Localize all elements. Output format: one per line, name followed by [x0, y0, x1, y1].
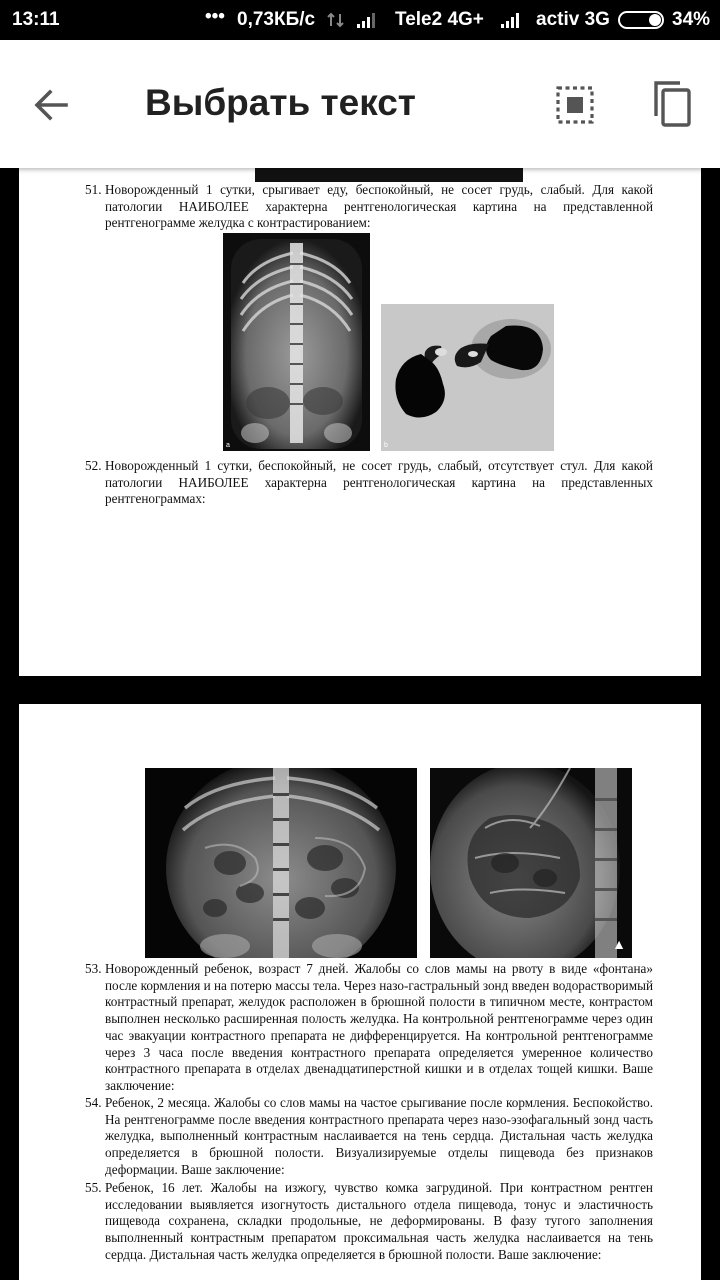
- xray-image-d: [430, 768, 632, 958]
- question-52[interactable]: [85, 458, 653, 508]
- battery-icon: [618, 11, 664, 29]
- image-label-a: a: [226, 442, 230, 449]
- question-text: Новорожденный 1 сутки, срыгивает еду, беспокойный, не сосет грудь, слабый. Для какой патологии НАИБОЛЕЕ характерна рентгенологическая картина на представленной рентгенограмме желудка с контрастированием:: [105, 182, 653, 231]
- question-number: 53.: [85, 961, 102, 976]
- question-55[interactable]: [85, 1180, 653, 1264]
- question-text: Ребенок, 16 лет. Жалобы на изжогу, чувство комка загрудиной. При контрастном рентген исследовании выявляется изогнутость дистального отдела пищевода, тонус и эластичность пищевода сохранена, складки продольные, не деформированы. В фазу тугого заполнения выполненный контрастным препаратом проксимальная часть желудка наслаивается на тень сердца. Дистальная часть желудка определяется в брюшной полости. Ваше заключение:: [105, 1180, 653, 1262]
- question-text: Новорожденный ребенок, возраст 7 дней. Жалобы со слов мамы на рвоту в виде «фонтана» после кормления и на потерю массы тела. Через назо-гастральный зонд введен водорастворимый контрастный препарат, желудок расположен в брюшной полости в типичном месте, контрастом выполнен несколько расширенная полость желудка. На контрольной рентгенограмме через один час эвакуации контрастного препарата не дифференцируется. На контрольной рентгенограмме через 3 часа после введения контрастного препарата определяется умеренное количество контрастного препарата в отделах двенадцатиперстной кишки и в отделах тощей кишки. Ваше заключение:: [105, 961, 653, 1093]
- question-54[interactable]: [85, 1095, 653, 1179]
- signal-icon-2: [500, 12, 522, 28]
- question-number: 55.: [85, 1180, 102, 1195]
- status-speed: 0,73КБ/с: [237, 9, 316, 30]
- xray-image-b: [381, 304, 554, 451]
- question-text: Новорожденный 1 сутки, беспокойный, не сосет грудь, слабый, отсутствует стул. Для какой патологии НАИБОЛЕЕ характерна рентгенологическая картина на представленных рентгенограммах:: [105, 458, 653, 507]
- status-dots: •••: [205, 6, 225, 27]
- app-bar: [0, 40, 720, 168]
- signal-icon-1: [356, 12, 378, 28]
- select-all-icon[interactable]: [556, 86, 594, 124]
- document-page-1: [19, 168, 701, 676]
- xray-image-c: [145, 768, 417, 958]
- document-page-2: [19, 704, 701, 1280]
- question-number: 52.: [85, 458, 102, 473]
- data-arrows-icon: [326, 12, 348, 28]
- question-53[interactable]: [85, 961, 653, 1095]
- arrowhead-marker: ▲: [612, 936, 626, 952]
- status-time: 13:11: [12, 9, 60, 30]
- status-bar: [0, 0, 720, 40]
- xray-image-a: [223, 233, 370, 451]
- question-number: 54.: [85, 1095, 102, 1110]
- question-51[interactable]: [85, 182, 653, 232]
- back-arrow-icon[interactable]: [30, 84, 72, 126]
- status-battery: 34%: [672, 9, 711, 30]
- question-number: 51.: [85, 182, 102, 197]
- copy-icon[interactable]: [652, 80, 692, 128]
- page-title: Выбрать текст: [145, 82, 416, 123]
- status-carrier-1: Tele2 4G+: [395, 9, 484, 30]
- question-text: Ребенок, 2 месяца. Жалобы со слов мамы на частое срыгивание после кормления. Беспокойство. На рентгенограмме после введения контрастного препарата через назо-эзофагальный зонд часть желудка, выполненный контрастным наслаивается на тень сердца. Дистальная часть желудка определяется в брюшной полости. Визуализируемые отделы пищевода без признаков деформации. Ваше заключение:: [105, 1095, 653, 1177]
- image-label-b: b: [384, 442, 388, 449]
- previous-xray-fragment: [255, 168, 523, 182]
- status-carrier-2: activ 3G: [536, 9, 610, 30]
